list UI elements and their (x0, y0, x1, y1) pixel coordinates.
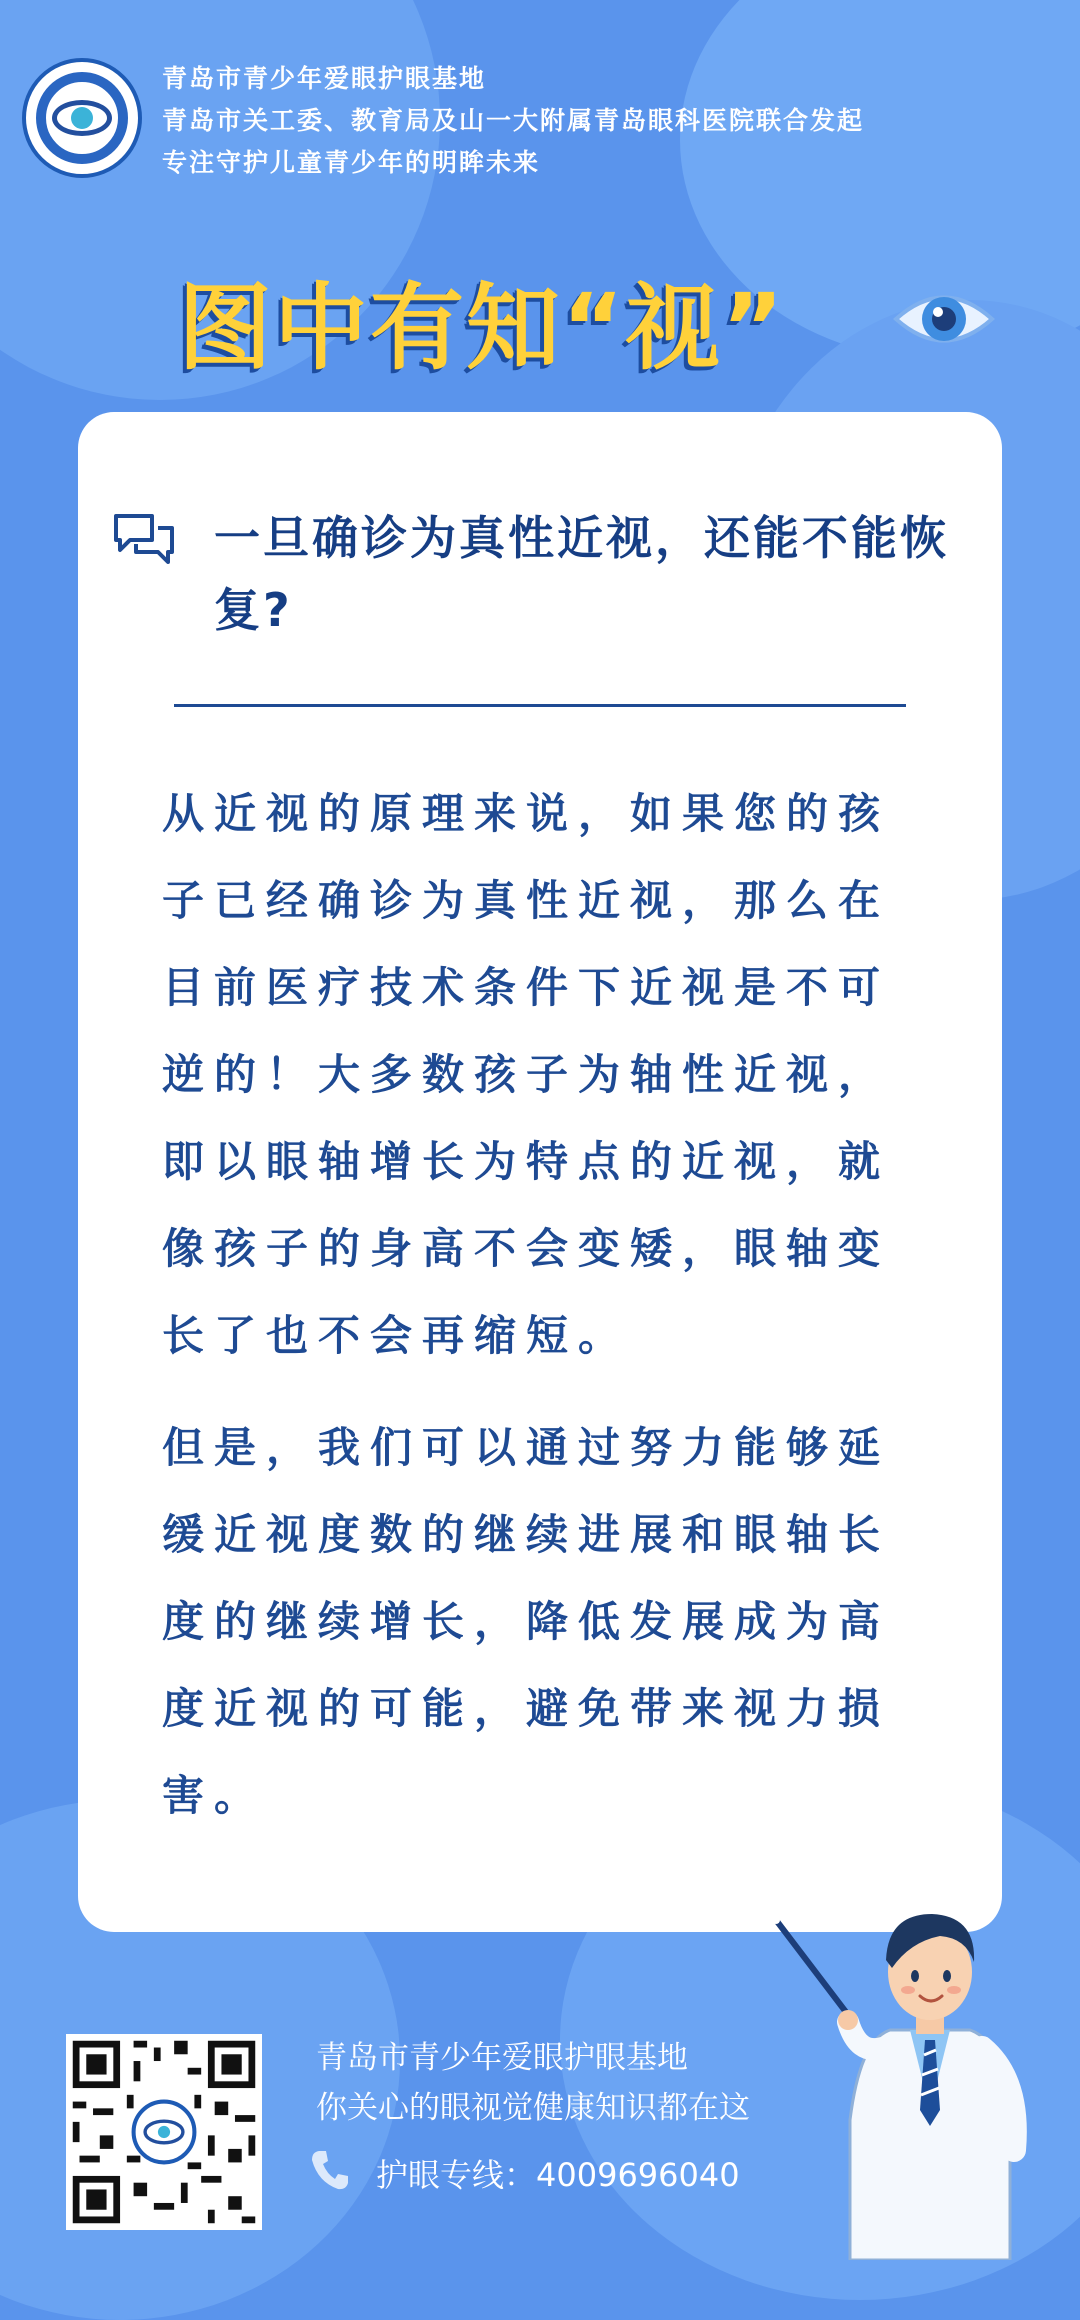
paragraph-2: 但是，我们可以通过努力能够延缓近视度数的继续进展和眼轴长度的继续增长，降低发展成为高度近视的可能，避免带来视力损害。 (162, 1423, 891, 1820)
footer-org: 青岛市青少年爱眼护眼基地 (316, 2040, 688, 2076)
divider (174, 704, 906, 707)
header-line-2: 青岛市关工委、教育局及山一大附属青岛眼科医院联合发起 (162, 106, 865, 135)
header-line-1: 青岛市青少年爱眼护眼基地 (162, 64, 487, 93)
hospital-logo-icon (22, 58, 142, 178)
eye-icon (892, 282, 996, 356)
header-line-3: 专注守护儿童青少年的明眸未来 (162, 148, 541, 177)
paragraph-1: 从近视的原理来说，如果您的孩子已经确诊为真性近视，那么在目前医疗技术条件下近视是不可逆的！大多数孩子为轴性近视，即以眼轴增长为特点的近视，就像孩子的身高不会变矮，眼轴变长了也不会再缩短。 (162, 789, 891, 1360)
doctor-illustration (770, 1880, 1070, 2260)
phone-icon (310, 2148, 350, 2192)
footer-tagline: 你关心的眼视觉健康知识都在这 (316, 2090, 750, 2126)
hotline-text[interactable]: 护眼专线：4009696040 (376, 2156, 740, 2194)
chat-bubbles-icon (112, 510, 176, 570)
header (162, 58, 864, 184)
question-heading: 一旦确诊为真性近视，还能不能恢复? (214, 511, 949, 637)
qr-code[interactable] (66, 2034, 262, 2230)
page-title: 图中有知“视” (178, 274, 786, 383)
